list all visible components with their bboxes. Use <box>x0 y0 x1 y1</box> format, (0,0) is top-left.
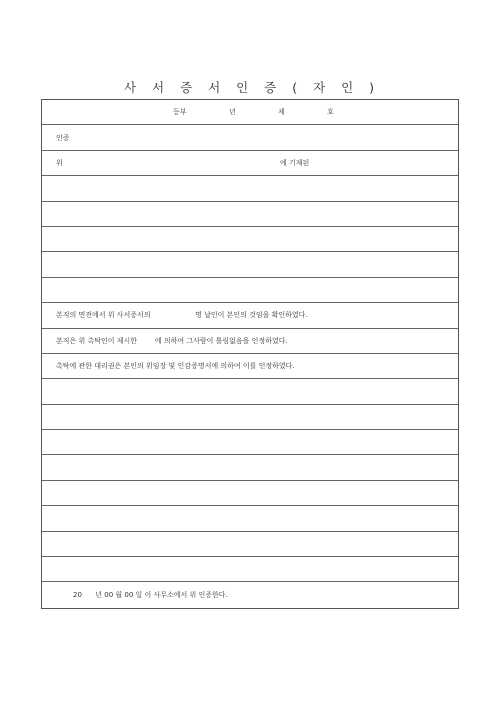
year-label: 년 <box>229 108 236 117</box>
registry-label: 등부 <box>173 108 187 117</box>
blank-row <box>42 176 458 201</box>
number-label: 제 <box>278 108 285 117</box>
registry-number-row <box>42 100 458 125</box>
document-row <box>42 151 458 176</box>
blank-row <box>42 202 458 227</box>
blank-row <box>42 252 458 277</box>
wi-label: 위 <box>56 158 63 167</box>
blank-row <box>42 506 458 531</box>
blank-row <box>42 405 458 430</box>
blank-row <box>42 430 458 455</box>
blank-row <box>42 481 458 506</box>
statement-row-2 <box>42 329 458 354</box>
certify-label: 인증 <box>56 133 70 142</box>
statement-text-3: 촉탁에 관한 대리권은 본인의 위임장 및 인감증명서에 의하여 이를 인정하였다. <box>56 362 295 371</box>
footer-row <box>42 582 458 607</box>
blank-row <box>42 379 458 404</box>
blank-row <box>42 532 458 557</box>
ho-label: 호 <box>327 108 334 117</box>
blank-row <box>42 455 458 480</box>
statement-row-1 <box>42 303 458 328</box>
footer-date-text: 20 년 00 월 00 일 이 사무소에서 위 인증한다. <box>73 591 228 600</box>
statement-text-2: 본직은 위 촉탁인이 제시한 에 의하여 그사람이 틀림없음을 인정하였다. <box>56 336 288 345</box>
blank-row <box>42 278 458 303</box>
statement-row-3 <box>42 354 458 379</box>
certify-row <box>42 125 458 150</box>
blank-row <box>42 227 458 252</box>
statement-text-1: 본직의 면전에서 위 사서증서의 명 날인이 본인의 것임을 확인하였다. <box>56 311 308 320</box>
blank-row <box>42 557 458 582</box>
described-label: 에 기재된 <box>280 158 310 167</box>
document-title: 사 서 증 서 인 증 ( 자 인 ) <box>123 80 381 95</box>
certification-form <box>41 99 459 609</box>
